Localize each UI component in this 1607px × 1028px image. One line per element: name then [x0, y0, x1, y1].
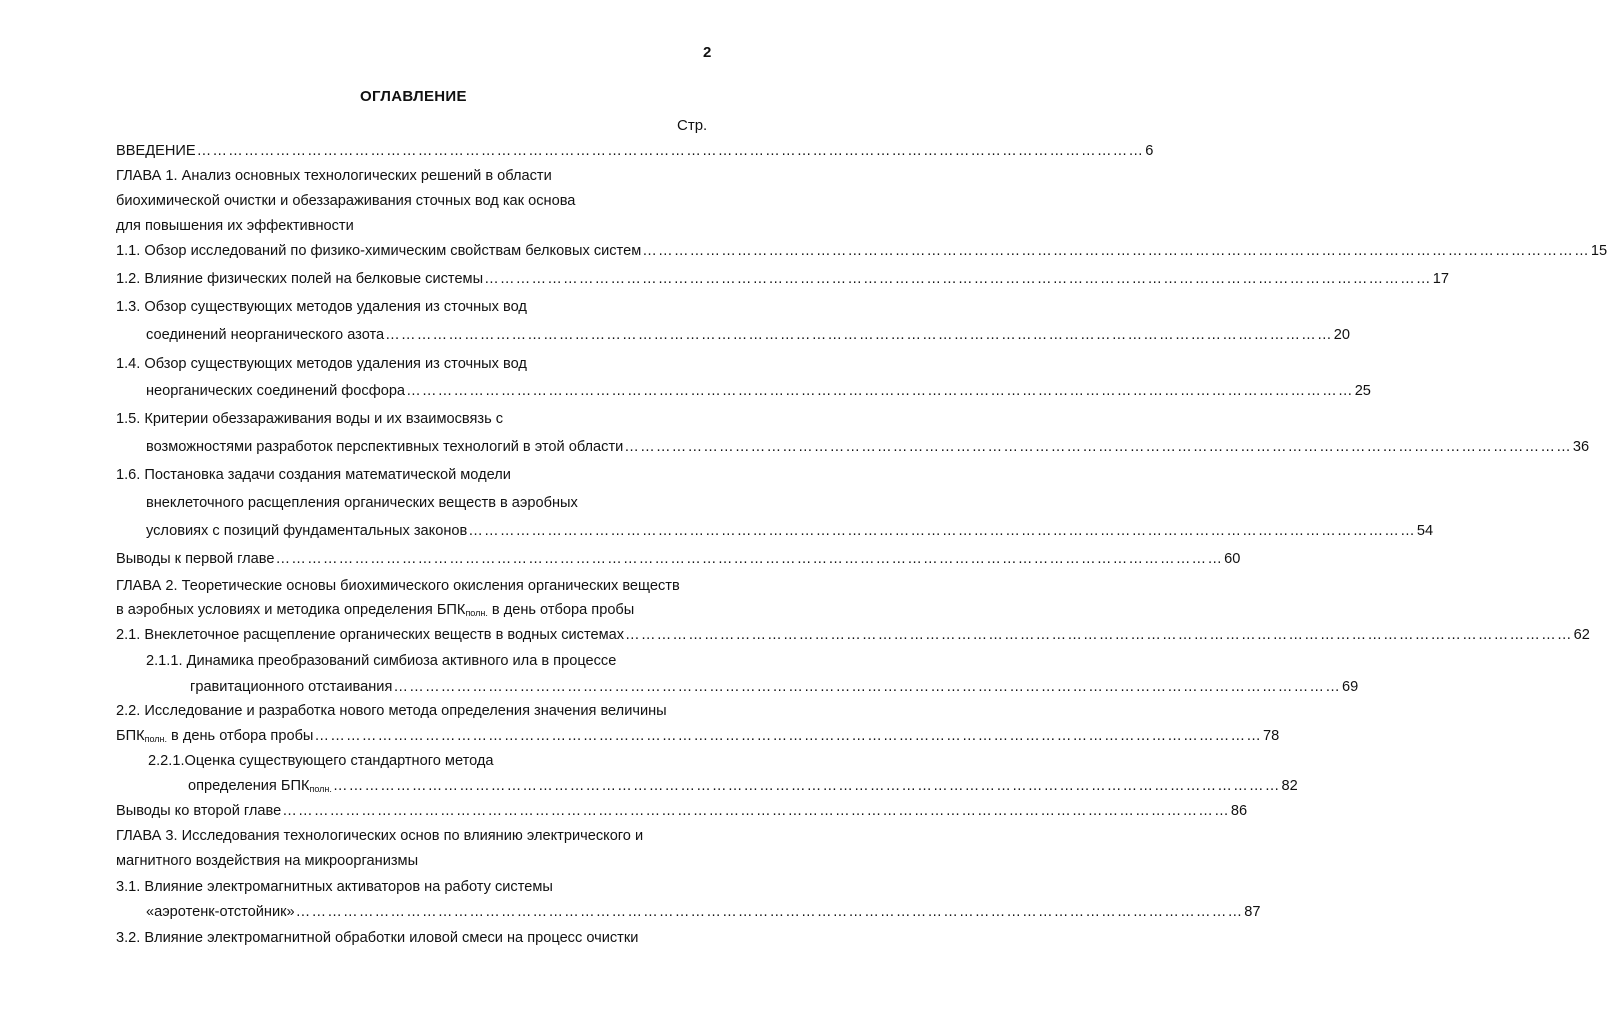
page-title: ОГЛАВЛЕНИЕ [360, 88, 467, 105]
toc-entry-2-2-1-line2 [188, 775, 1298, 797]
toc-entry-page: 60 [1224, 551, 1241, 567]
toc-entry-label: «аэротенк-отстойник» [146, 904, 295, 920]
toc-text: магнитного воздействия на микроорганизмы [116, 853, 419, 869]
toc-entry-page: 78 [1263, 728, 1280, 744]
toc-text: 1.5. Критерии обеззараживания воды и их взаимосвязь с [116, 411, 504, 427]
toc-entry-3-1-line2 [146, 901, 1261, 923]
toc-entry-2-1-1-line2 [190, 676, 1359, 698]
toc-entry-1-2 [116, 268, 1449, 290]
toc-entry-page: 69 [1341, 679, 1359, 695]
toc-entry-label: 1.2. Влияние физических полей на белковые системы [116, 271, 484, 287]
toc-text: ГЛАВА 1. Анализ основных технологических решений в области [116, 168, 552, 184]
toc-entry-page: 82 [1281, 778, 1298, 794]
toc-entry-1-6-line3 [146, 520, 1434, 542]
dot-leader: ……………………………………………………………………………………………………………………………………………………………… [314, 728, 1263, 744]
toc-text [116, 599, 634, 621]
subscript: полн. [465, 608, 488, 618]
toc-text: для повышения их эффективности [116, 218, 354, 234]
toc-entry-1-3 [116, 296, 527, 318]
toc-entry-label: 1.1. Обзор исследований по физико-химическим свойствам белковых систем [116, 243, 642, 259]
toc-entry-page: 15 [1590, 243, 1607, 259]
page-number: 2 [703, 44, 712, 61]
toc-text: ГЛАВА 2. Теоретические основы биохимического окисления органических веществ [116, 578, 680, 594]
toc-entry-page: 36 [1572, 439, 1590, 455]
toc-text: внеклеточного расщепления органических веществ в аэробных [146, 495, 578, 511]
toc-entry-page: 6 [1145, 143, 1154, 159]
toc-entry-label: неорганических соединений фосфора [146, 383, 406, 399]
toc-entry-2-2-line2 [116, 725, 1280, 747]
toc-chapter-1-heading [116, 165, 552, 187]
toc-text: 2.2.1.Оценка существующего стандартного метода [148, 753, 494, 769]
toc-chapter-2-heading-line2 [116, 599, 634, 621]
toc-chapter-3-heading [116, 825, 643, 847]
toc-entry-label: Выводы ко второй главе [116, 803, 282, 819]
toc-text: 1.6. Постановка задачи создания математической модели [116, 467, 511, 483]
toc-entry-page: 20 [1333, 327, 1350, 343]
dot-leader: ……………………………………………………………………………………………………………………………………………………………… [332, 778, 1281, 794]
toc-entry-page: 54 [1416, 523, 1434, 539]
toc-text: 2.1.1. Динамика преобразований симбиоза активного ила в процессе [146, 653, 617, 669]
toc-entry-label: гравитационного отстаивания [190, 679, 393, 695]
toc-entry-2-1 [116, 624, 1590, 646]
toc-text: ГЛАВА 3. Исследования технологических основ по влиянию электрического и [116, 828, 644, 844]
toc-entry-label: возможностями разработок перспективных технологий в этой области [146, 439, 624, 455]
toc-entry-intro [116, 140, 1154, 162]
toc-entry-conclusions-1 [116, 548, 1241, 570]
dot-leader: ……………………………………………………………………………………………………………………………………………………………… [275, 551, 1224, 567]
toc-chapter-1-heading-line2 [116, 190, 575, 212]
dot-leader: ……………………………………………………………………………………………………………………………………………………………… [468, 523, 1416, 539]
toc-entry-conclusions-2 [116, 800, 1248, 822]
toc-entry-label: 2.1. Внеклеточное расщепление органических веществ в водных системах [116, 627, 625, 643]
toc-entry-page: 25 [1354, 383, 1371, 399]
toc-entry-1-5-line2 [146, 436, 1590, 458]
toc-entry-1-6 [116, 464, 511, 486]
toc-entry-2-2 [116, 700, 667, 722]
toc-entry-page: 62 [1573, 627, 1590, 643]
toc-entry-1-5 [116, 408, 503, 430]
toc-text: 2.2. Исследование и разработка нового метода определения значения величины [116, 703, 667, 719]
dot-leader: ……………………………………………………………………………………………………………………………………………………………… [625, 627, 1573, 643]
dot-leader: ……………………………………………………………………………………………………………………………………………………………… [406, 383, 1354, 399]
toc-entry-page: 86 [1230, 803, 1248, 819]
toc-chapter-3-heading-line2 [116, 850, 418, 872]
toc-entry-1-3-line2 [146, 324, 1350, 346]
dot-leader: ……………………………………………………………………………………………………………………………………………………………… [642, 243, 1590, 259]
toc-entry-1-4-line2 [146, 380, 1371, 402]
toc-entry-1-1 [116, 240, 1607, 262]
page-column-label: Стр. [677, 117, 708, 134]
dot-leader: ……………………………………………………………………………………………………………………………………………………………… [624, 439, 1572, 455]
toc-text: биохимической очистки и обеззараживания сточных вод как основа [116, 193, 576, 209]
toc-entry-3-2 [116, 927, 638, 949]
toc-entry-2-2-1 [148, 750, 494, 772]
toc-entry-1-6-line2 [146, 492, 578, 514]
toc-text-part: в день отбора пробы [166, 728, 314, 744]
toc-entry-label: условиях с позиций фундаментальных законов [146, 523, 468, 539]
toc-text-part: БПК [116, 728, 145, 744]
toc-text-part: в день отбора пробы [487, 602, 635, 618]
subscript: полн. [309, 784, 332, 794]
dot-leader: ……………………………………………………………………………………………………………………………………………………………… [484, 271, 1432, 287]
dot-leader: ……………………………………………………………………………………………………………………………………………………………… [295, 904, 1244, 920]
toc-text-part: в аэробных условиях и методика определения БПК [116, 602, 466, 618]
toc-entry-2-1-1 [146, 650, 616, 672]
toc-entry-label [188, 775, 332, 797]
dot-leader: ……………………………………………………………………………………………………………………………………………………………… [196, 143, 1145, 159]
toc-entry-label: соединений неорганического азота [146, 327, 385, 343]
dot-leader: ……………………………………………………………………………………………………………………………………………………………… [393, 679, 1341, 695]
toc-text: 3.2. Влияние электромагнитной обработки иловой смеси на процесс очистки [116, 930, 639, 946]
toc-entry-1-4 [116, 353, 527, 375]
dot-leader: ……………………………………………………………………………………………………………………………………………………………… [385, 327, 1333, 343]
toc-text: 1.4. Обзор существующих методов удаления из сточных вод [116, 356, 527, 372]
dot-leader: ……………………………………………………………………………………………………………………………………………………………… [282, 803, 1230, 819]
toc-chapter-1-heading-line3 [116, 215, 354, 237]
toc-text: 3.1. Влияние электромагнитных активаторов на работу системы [116, 879, 553, 895]
toc-text: 1.3. Обзор существующих методов удаления из сточных вод [116, 299, 527, 315]
toc-entry-label: Выводы к первой главе [116, 551, 275, 567]
subscript: полн. [144, 734, 167, 744]
toc-chapter-2-heading [116, 575, 680, 597]
toc-entry-label [116, 725, 313, 747]
toc-entry-page: 87 [1244, 904, 1261, 920]
toc-entry-page: 17 [1432, 271, 1449, 287]
toc-entry-label: ВВЕДЕНИЕ [116, 143, 196, 159]
toc-text-part: определения БПК [188, 778, 310, 794]
toc-entry-3-1 [116, 876, 553, 898]
